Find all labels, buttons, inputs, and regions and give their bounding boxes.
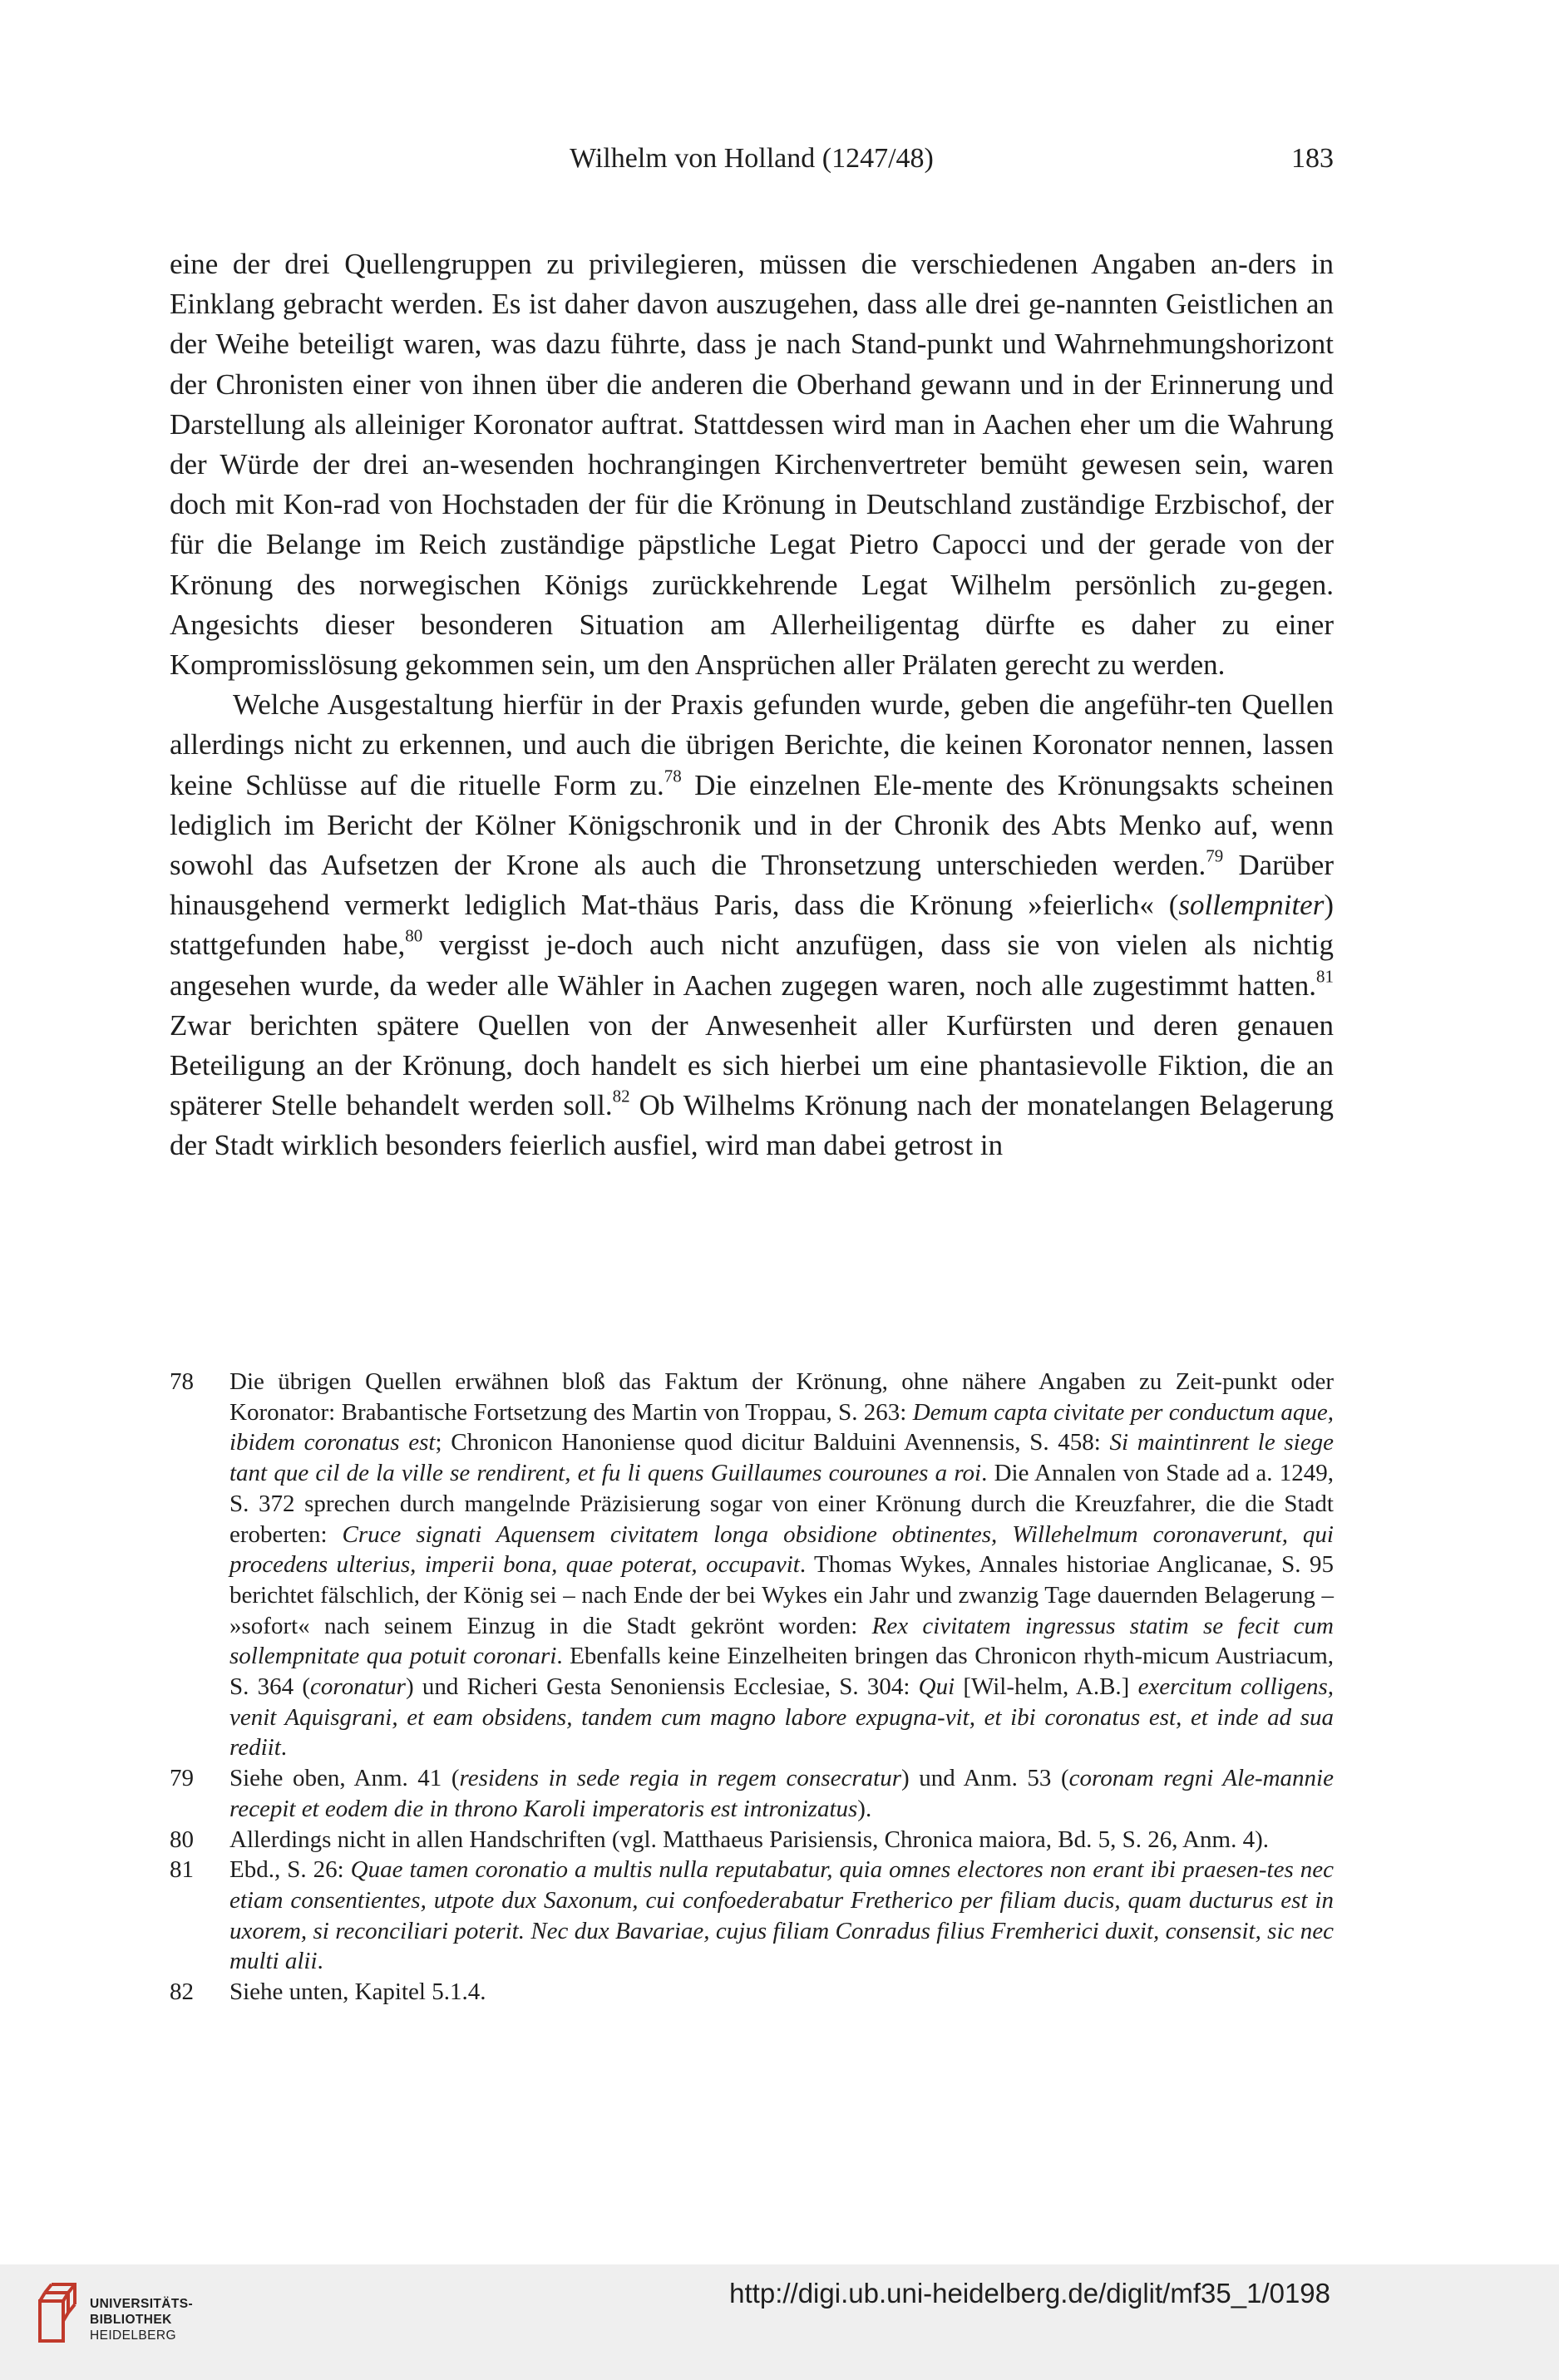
text-segment: ) stattgefunden habe,	[170, 889, 1334, 962]
fn-text: ; Chronicon Hanoniense quod dicitur Balduini Avennensis, S. 458:	[435, 1429, 1110, 1456]
fn-text: Die übrigen Quellen erwähnen bloß das Faktum der Krönung, ohne nähere Angaben zu Zeit-punkt oder Koronator: Brabantische Fortsetzung des Martin von Troppau, S. 263:	[229, 1368, 1334, 1426]
fn-text: .	[317, 1948, 323, 1975]
text-segment: vergisst je-doch auch nicht anzufügen, dass sie von vielen als nichtig angesehen wurde, da weder alle Wähler in Aachen zugegen waren, noch alle zugestimmt hatten.	[170, 929, 1334, 1002]
text-segment: Darüber hinausgehend vermerkt lediglich Mat-thäus Paris, dass die Krönung »feierlich« (	[170, 849, 1334, 922]
footnote-body	[229, 1855, 1334, 1977]
library-name-line: UNIVERSITÄTS-	[90, 2297, 194, 2311]
running-header	[170, 143, 1334, 185]
footnote-81	[170, 1855, 1334, 1977]
fn-text: . Ebenfalls keine Einzelheiten bringen das Chronicon rhyth-micum Austriacum, S. 364 (	[229, 1643, 1335, 1701]
footnote-body	[229, 1825, 1334, 1855]
fn-text: ).	[857, 1795, 872, 1822]
text-segment: Die einzelnen Ele-mente des Krönungsakts scheinen lediglich im Bericht der Kölner Königschronik und in der Chronik des Abts Menko auf, wenn sowohl das Aufsetzen der Krone als auch die Thronsetzung unterschieden werden.	[170, 768, 1334, 882]
fn-text: ) und Anm. 53 (	[901, 1765, 1069, 1792]
footnote-ref-80[interactable]: 80	[405, 925, 423, 946]
footnote-ref-79[interactable]: 79	[1206, 845, 1224, 866]
fn-text: Siehe unten, Kapitel 5.1.4.	[229, 1978, 486, 2006]
fn-text: .	[280, 1734, 288, 1762]
footnote-ref-82[interactable]: 82	[612, 1086, 630, 1106]
source-url-link[interactable]: http://digi.ub.uni-heidelberg.de/diglit/mf35_1/0198	[729, 2278, 1330, 2309]
fn-text: Allerdings nicht in allen Handschriften (vgl. Matthaeus Parisiensis, Chronica maiora, Bd. 5, S. 26, Anm. 4).	[229, 1826, 1270, 1853]
footnote-number: 82	[170, 1978, 194, 2006]
paragraph-1	[170, 244, 1334, 685]
footnote-82	[170, 1977, 1334, 2008]
body-text	[170, 244, 1334, 1166]
footnotes	[170, 1367, 1334, 2008]
footnote-number: 81	[170, 1856, 194, 1884]
running-title: Wilhelm von Holland (1247/48)	[570, 143, 934, 174]
fn-text: Siehe oben, Anm. 41 (	[229, 1765, 460, 1792]
fn-quote: Qui	[918, 1673, 955, 1701]
fn-text: Ebd., S. 26:	[229, 1856, 351, 1884]
text-segment: Welche Ausgestaltung hierfür in der Praxis gefunden wurde, geben die angeführ-ten Quellen allerdings nicht zu erkennen, und auch die übrigen Berichte, die keinen Koronator nennen, lassen keine Schlüsse auf die rituelle Form zu.	[170, 688, 1334, 801]
fn-quote: residens in sede regia in regem consecratur	[459, 1765, 901, 1792]
footnote-ref-81[interactable]: 81	[1316, 965, 1334, 986]
fn-text: ) und Richeri Gesta Senoniensis Ecclesiae, S. 304:	[405, 1673, 919, 1701]
footnote-ref-78[interactable]: 78	[664, 765, 682, 786]
fn-quote: coronam regni Ale-mannie recepit et eodem die in throno Karoli imperatoris est intronizatus	[229, 1765, 1334, 1822]
library-logo-icon	[37, 2279, 80, 2346]
footnote-78	[170, 1367, 1334, 1763]
page-number: 183	[1291, 143, 1334, 174]
footnote-79	[170, 1763, 1334, 1824]
footnote-number: 79	[170, 1765, 194, 1792]
fn-quote: coronatur	[310, 1673, 406, 1701]
fn-text: . Thomas Wykes, Annales historiae Anglicanae, S. 95 berichtet fälschlich, der König sei – nach Ende der bei Wykes ein Jahr und zwanzig Tage dauernden Belagerung – »sofort« nach seinem Einzug in die Stadt gekrönt worden:	[229, 1551, 1335, 1639]
library-name-line: HEIDELBERG	[90, 2328, 176, 2343]
footnote-number: 80	[170, 1826, 194, 1853]
footnote-body	[229, 1367, 1334, 1763]
latin-term: sollempniter	[1178, 889, 1325, 922]
library-name	[90, 2296, 193, 2343]
library-name-line: BIBLIOTHEK	[90, 2313, 172, 2327]
text-segment: Zwar berichten spätere Quellen von der Anwesenheit aller Kurfürsten und deren genauen Beteiligung an der Krönung, doch handelt es sich hierbei um eine phantasievolle Fiktion, die an späterer Stelle behandelt werden soll.	[170, 1008, 1334, 1122]
fn-text: . Die Annalen von Stade ad a. 1249, S. 372 sprechen durch mangelnde Präzisierung sogar von einer Krönung durch die Kreuzfahrer, die die Stadt eroberten:	[229, 1460, 1335, 1548]
paragraph-1-text: eine der drei Quellengruppen zu privilegieren, müssen die verschiedenen Angaben an-ders in Einklang gebracht werden. Es ist daher davon auszugehen, dass alle drei ge-nannten Geistlichen an der Weihe beteiligt waren, was dazu führte, dass je nach Stand-punkt und Wahrnehmungshorizont der Chronisten einer von ihnen über die anderen die Oberhand gewann und in der Erinnerung und Darstellung als alleiniger Koronator auftrat. Stattdessen wird man in Aachen eher um die Wahrung der Würde der drei an-wesenden hochrangingen Kirchenvertreter bemüht gewesen sein, waren doch mit Kon-rad von Hochstaden der für die Krönung in Deutschland zuständige Erzbischof, der für die Belange im Reich zuständige päpstliche Legat Pietro Capocci und der gerade von der Krönung des norwegischen Königs zurückkehrende Legat Wilhelm persönlich zu-gegen. Angesichts dieser besonderen Situation am Allerheiligentag dürfte es daher zu einer Kompromisslösung gekommen sein, um den Ansprüchen aller Prälaten gerecht zu werden.	[170, 248, 1334, 682]
fn-quote: Si maintinrent le siege tant que cil de la ville se rendirent, et fu li quens Guillaumes courounes a roi	[229, 1429, 1334, 1487]
fn-quote: Rex civitatem ingressus statim se fecit cum sollempnitate qua potuit coronari	[229, 1612, 1334, 1670]
fn-quote: Quae tamen coronatio a multis nulla reputabatur, quia omnes electores non erant ibi praesen-tes nec etiam consentientes, utpote dux Saxonum, cui confoederabatur Fretherico per filiam ducis, quam ducturus est in uxorem, si reconciliari poterit. Nec dux Bavariae, cujus filiam Conradus filius Frетherici duxit, consensit, sic nec multi alii	[229, 1856, 1334, 1975]
paragraph-2	[170, 685, 1334, 1165]
fn-quote: Cruce signati Aquensem civitatem longa obsidione obtinentes, Willehelmum coronaverunt, qui procedens ulterius, imperii bona, quae poterat, occupavit	[229, 1520, 1334, 1579]
footnote-number: 78	[170, 1368, 194, 1395]
text-segment: Ob Wilhelms Krönung nach der monatelangen Belagerung der Stadt wirklich besonders feierlich ausfiel, wird man dabei getrost in	[170, 1089, 1334, 1162]
fn-text: [Wil-helm, A.B.]	[955, 1673, 1138, 1701]
footnote-body	[229, 1977, 1334, 2008]
footnote-80	[170, 1825, 1334, 1855]
fn-quote: Demum capta civitate per conductum aque, ibidem coronatus est	[229, 1398, 1335, 1456]
fn-quote: exercitum colligens, venit Aquisgrani, et eam obsidens, tandem cum magno labore expugna-vit, et ibi coronatus est, et inde ad sua rediit	[229, 1673, 1335, 1762]
footnote-body	[229, 1763, 1334, 1824]
